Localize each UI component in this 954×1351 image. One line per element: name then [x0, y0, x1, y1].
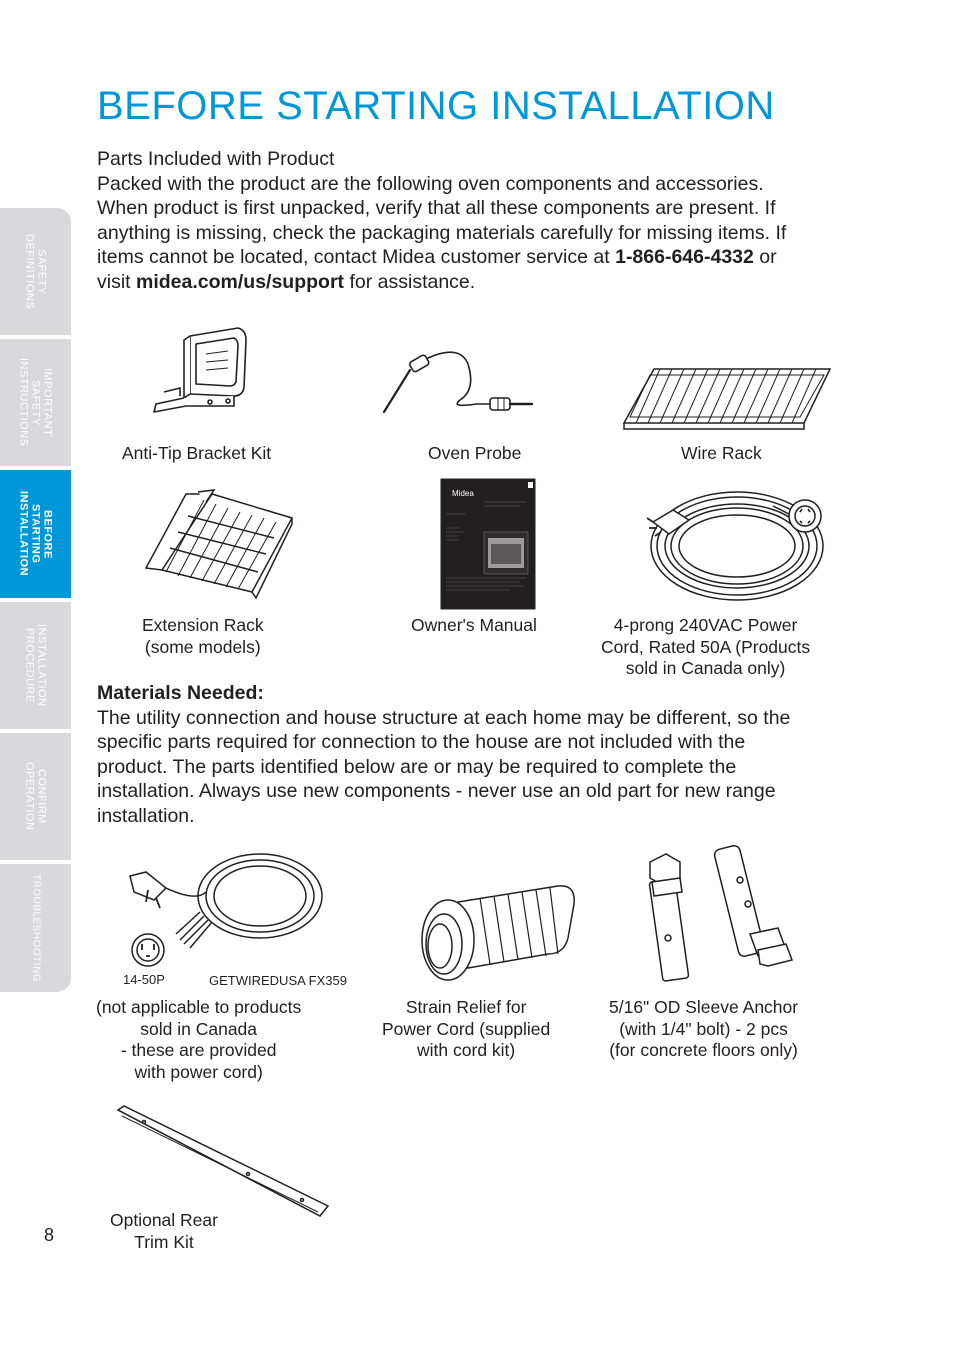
- part-caption-owners-manual: Owner's Manual: [411, 615, 537, 635]
- receptacle-label: 14-50P: [123, 972, 165, 987]
- tab-label: INSTALLATION PROCEDURE: [23, 624, 48, 707]
- tab-installation-procedure[interactable]: [0, 602, 71, 729]
- tab-before-starting-installation[interactable]: [0, 470, 71, 598]
- parts-heading: Parts Included with Product: [97, 148, 335, 170]
- material-caption-sleeve-anchor: 5/16" OD Sleeve Anchor (with 1/4" bolt) - 2 pcs (for concrete floors only): [609, 997, 799, 1060]
- trim-kit-icon: [112, 1104, 332, 1222]
- parts-body-end: for assistance.: [344, 270, 476, 293]
- part-caption-wire-rack: Wire Rack: [681, 443, 762, 463]
- material-caption-strain-relief: Strain Relief for Power Cord (supplied with cord kit): [382, 997, 551, 1060]
- materials-body: The utility connection and house structure at each home may be different, so the specific parts required for connection to the house are not included with the product. The parts identified below are or may be required to complete the installation. Always use new components - never use an old part for new range installation.: [97, 706, 791, 827]
- parts-section: [97, 147, 797, 294]
- cord-product-label: GETWIREDUSA FX359: [209, 973, 347, 988]
- page-number: 8: [44, 1225, 55, 1245]
- tab-label: SAFETY DEFINITIONS: [23, 233, 48, 310]
- part-caption-oven-probe: Oven Probe: [428, 443, 522, 463]
- wire-rack-icon: [620, 365, 832, 431]
- tab-label: TROUBLESHOOTING: [30, 873, 42, 983]
- tab-label: CONFIRM OPERATION: [23, 762, 48, 831]
- page-title: BEFORE STARTING INSTALLATION: [97, 84, 775, 128]
- tab-safety-definitions[interactable]: [0, 208, 71, 335]
- probe-icon: [380, 350, 535, 416]
- tab-label: IMPORTANT SAFETY INSTRUCTIONS: [17, 358, 54, 447]
- tab-important-safety-instructions[interactable]: [0, 339, 71, 466]
- bracket-icon: [150, 326, 250, 416]
- sidebar-nav: [0, 208, 71, 992]
- extension-rack-icon: [142, 488, 302, 600]
- manual-icon: [440, 478, 536, 610]
- tab-confirm-operation[interactable]: [0, 733, 71, 860]
- cord-kit-icon: [126, 852, 326, 970]
- support-link[interactable]: midea.com/us/support: [136, 270, 345, 293]
- part-caption-power-cord: 4-prong 240VAC Power Cord, Rated 50A (Products sold in Canada only): [601, 615, 811, 678]
- part-caption-extension-rack: Extension Rack (some models): [142, 615, 264, 657]
- sleeve-anchor-icon: [640, 840, 800, 984]
- strain-relief-icon: [418, 884, 578, 990]
- material-caption-trim-kit: Optional Rear Trim Kit: [110, 1210, 218, 1252]
- phone-number: 1-866-646-4332: [615, 246, 754, 268]
- tab-label: BEFORE STARTING INSTALLATION: [17, 491, 54, 577]
- parts-body: Packed with the product are the following oven components and accessories. When product is first unpacked, verify that all these components are present. If anything is missing, check the packaging materials carefully for missing items. If items cannot be located, contact Midea customer service at: [97, 172, 787, 268]
- part-caption-anti-tip: Anti-Tip Bracket Kit: [122, 443, 272, 463]
- tab-troubleshooting[interactable]: [0, 864, 71, 992]
- manual-brand-text: Midea: [452, 489, 474, 498]
- parts-body-mid: or visit: [97, 246, 777, 293]
- material-caption-cord-kit: (not applicable to products sold in Canada - these are provided with power cord): [96, 997, 302, 1082]
- materials-section: [97, 681, 797, 828]
- materials-heading: Materials Needed:: [97, 682, 264, 704]
- power-cord-icon: [645, 476, 827, 604]
